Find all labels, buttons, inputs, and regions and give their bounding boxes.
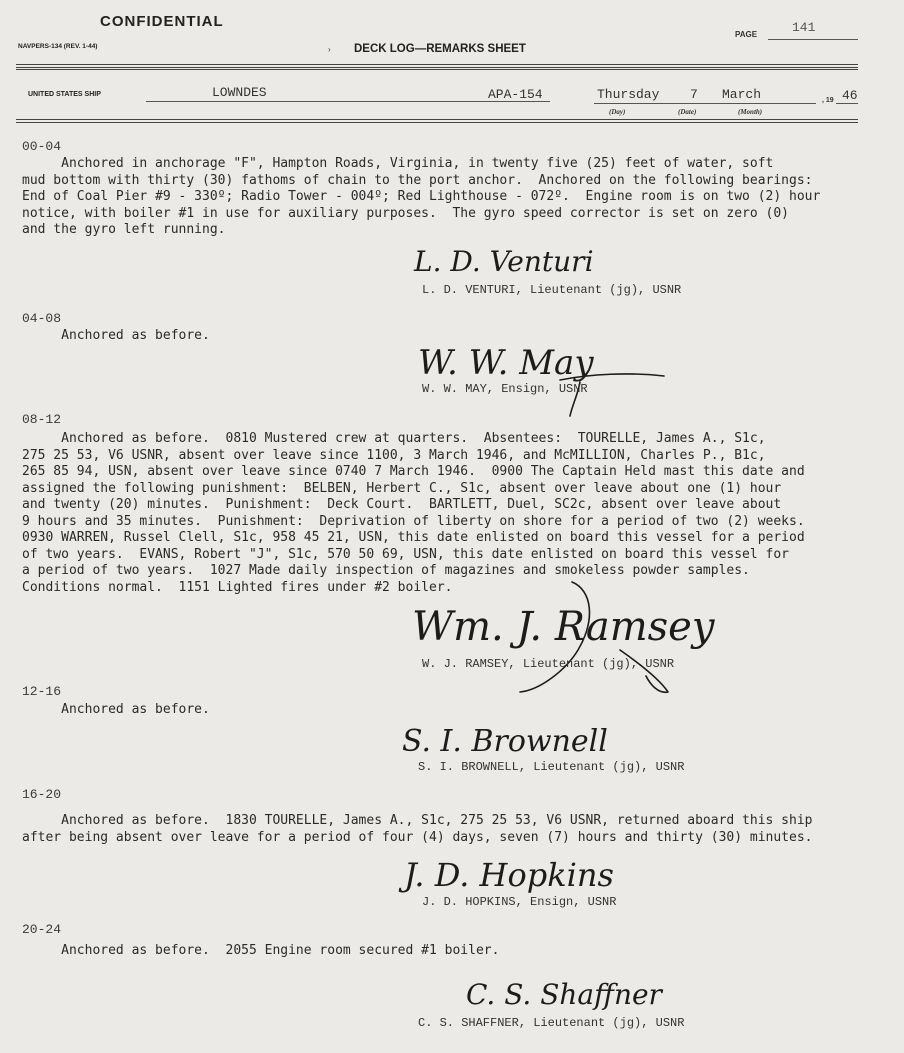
page-label: PAGE	[735, 30, 758, 39]
watch-period: 12-16	[22, 684, 62, 699]
handwritten-signature: Wm. J. Ramsey	[412, 604, 715, 650]
log-date: 7	[690, 87, 698, 102]
officer-signature: J. D. HOPKINS, Ensign, USNR	[422, 895, 617, 909]
date-label: (Date)	[678, 108, 697, 116]
handwritten-signature: S. I. Brownell	[402, 724, 608, 759]
signature-flourish	[500, 580, 680, 700]
log-day: Thursday	[597, 87, 660, 102]
log-year: 46	[842, 88, 858, 103]
handwritten-signature: L. D. Venturi	[414, 245, 594, 278]
handwritten-signature: W. W. May	[418, 343, 594, 383]
page-number: 141	[792, 20, 816, 35]
handwritten-signature: C. S. Shaffner	[466, 978, 662, 1011]
sheet-title: DECK LOG—REMARKS SHEET	[354, 43, 526, 55]
ship-name: LOWNDES	[212, 85, 267, 100]
log-entry-text: Anchored as before.	[22, 702, 210, 717]
day-label: (Day)	[609, 108, 626, 116]
month-label: (Month)	[738, 108, 763, 116]
header-rule-bottom	[16, 119, 858, 120]
log-entry-text: Anchored as before. 2055 Engine room secured #1 boiler.	[22, 943, 500, 958]
log-month: March	[722, 87, 762, 102]
watch-period: 00-04	[22, 139, 62, 154]
form-tick-mark: ›	[328, 45, 331, 54]
log-entry-text: Anchored as before.	[22, 328, 210, 343]
page-number-line	[768, 39, 858, 40]
officer-signature: W. W. MAY, Ensign, USNR	[422, 382, 588, 396]
handwritten-signature: J. D. Hopkins	[404, 856, 614, 894]
classification-label: CONFIDENTIAL	[100, 13, 224, 30]
form-number: NAVPERS-134 (REV. 1-44)	[18, 43, 98, 50]
header-rule-bottom-2	[16, 122, 858, 123]
ship-label: UNITED STATES SHIP	[28, 91, 101, 98]
header-rule-top-2	[16, 67, 858, 68]
officer-signature: L. D. VENTURI, Lieutenant (jg), USNR	[422, 283, 682, 297]
log-entry-text: Anchored as before. 0810 Mustered crew at quarters. Absentees: TOURELLE, James A., S1c, 275 25 53, V6 USNR, absent over leave since 1100, 3 March 1946, and McMILLION, Charles P., B1c, 265 85 94, USN, absent over leave since 0740 7 March 1946. 0900 The Captain Held mast this date and assigned the following punishment: BELBEN, Herbert C., S1c, absent over leave about one (1) hour and twenty (20) minutes. Punishment: Deck Court. BARTLETT, Duel, SC2c, absent over leave about 9 hours and 35 minutes. Punishment: Deprivation of liberty on shore for a period of two (2) weeks. 0930 WARREN, Russel Clell, S1c, 958 45 21, USN, this date enlisted on board this vessel for a period of two years. EVANS, Robert "J", S1c, 570 50 69, USN, this date enlisted on board this vessel for a period of two years. 1027 Made daily inspection of magazines and smokeless powder samples. Conditions normal. 1151 Lighted fires under #2 boiler.	[22, 431, 805, 595]
date-line	[594, 103, 816, 104]
officer-signature: C. S. SHAFFNER, Lieutenant (jg), USNR	[418, 1016, 685, 1030]
watch-period: 04-08	[22, 311, 62, 326]
watch-period: 20-24	[22, 922, 62, 937]
log-entry-text: Anchored as before. 1830 TOURELLE, James A., S1c, 275 25 53, V6 USNR, returned aboard this ship after being absent over leave for a period of four (4) days, seven (7) hours and thirty (30) minutes.	[22, 813, 813, 845]
officer-signature: S. I. BROWNELL, Lieutenant (jg), USNR	[418, 760, 685, 774]
year-prefix: , 19	[822, 97, 834, 104]
header-rule-top-3	[16, 69, 858, 70]
hull-number: APA-154	[488, 87, 543, 102]
log-entry-text: Anchored in anchorage "F", Hampton Roads, Virginia, in twenty five (25) feet of water, soft mud bottom with thirty (30) fathoms of chain to the port anchor. Anchored on the following bearings: End of Coal Pier #9 - 330º; Radio Tower - 004º; Red Lighthouse - 072º. Engine room is on two (2) hour notice, with boiler #1 in use for auxiliary purposes. The gyro speed corrector is set on zero (0) and the gyro left running.	[22, 156, 821, 237]
year-line	[836, 103, 858, 104]
watch-period: 08-12	[22, 412, 62, 427]
watch-period: 16-20	[22, 787, 62, 802]
header-rule-top	[16, 64, 858, 65]
officer-signature: W. J. RAMSEY, Lieutenant (jg), USNR	[422, 657, 675, 671]
